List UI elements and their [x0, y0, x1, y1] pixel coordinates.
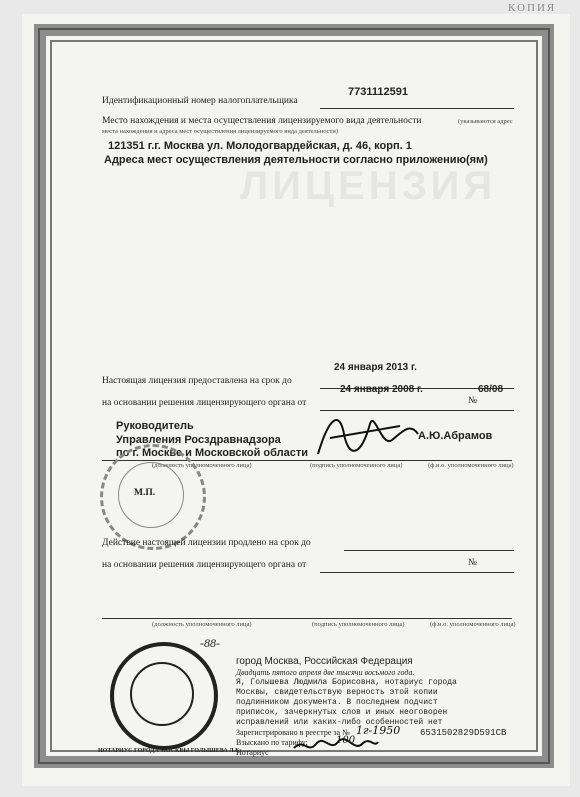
registry-label: Зарегистрировано в реестре за №	[236, 728, 350, 737]
notary-text-4: приписок, зачеркнутых слов и иных неоговорен	[236, 708, 448, 717]
notary-date-line: Двадцать пятого апреля две тысячи восьмого года.	[236, 668, 415, 677]
fee-value: 100	[336, 735, 356, 746]
extension-signatory-line	[102, 618, 512, 619]
caption-position: (должность уполномоченного лица)	[152, 462, 252, 469]
signature-icon	[300, 404, 430, 466]
extension-decision-label: на основании решения лицензирующего органа от	[102, 560, 307, 570]
location-hint-1: (указываются адрес	[458, 118, 513, 125]
tax-id-line	[320, 108, 514, 109]
caption-signature: (подпись уполномоченного лица)	[310, 462, 403, 469]
tax-id-value: 7731112591	[348, 86, 408, 98]
notary-stamp-text: НОТАРИУС ГОРОДА МОСКВЫ ГОЛЫШЕВА Л.Б.	[98, 748, 241, 754]
fee-label: Взыскано по тарифу:	[236, 738, 308, 747]
address-line: 121351 г.г. Москва ул. Молодогвардейская, д. 46, корп. 1	[108, 140, 412, 152]
extension-caption-name: (ф.и.о. уполномоченного лица)	[430, 621, 516, 628]
notary-city-line: город Москва, Российская Федерация	[236, 656, 413, 667]
notary-stamp-center	[130, 662, 194, 726]
notary-label: Нотариус	[236, 748, 269, 757]
notary-page-mark: -88-	[200, 636, 220, 650]
location-hint-2: места нахождения и адреса мест осуществления лицензируемого вида деятельности)	[102, 128, 338, 135]
notary-serial: 6531502829D591CB	[420, 728, 507, 738]
signatory-position-3: по г. Москве и Московской области	[116, 447, 309, 459]
caption-name: (ф.и.о. уполномоченного лица)	[428, 462, 514, 469]
signatory-position-1: Руководитель	[116, 420, 194, 432]
notary-text-1: Я, Голышева Людмила Борисовна, нотариус города	[236, 678, 457, 687]
tax-id-label: Идентификационный номер налогоплательщика	[102, 96, 298, 106]
extension-caption-signature: (подпись уполномоченного лица)	[312, 621, 405, 628]
registry-value: 1г-1950	[356, 724, 401, 737]
license-expiry-value: 24 января 2013 г.	[334, 362, 417, 373]
extension-term-line	[344, 550, 514, 551]
extension-number-sign: №	[468, 558, 478, 568]
signatory-name: А.Ю.Абрамов	[418, 430, 493, 442]
location-label: Место нахождения и места осуществления лицензируемого вида деятельности	[102, 116, 422, 126]
notary-text-5: исправлений или каких-либо особенностей нет	[236, 718, 443, 727]
decision-number: 68/08	[478, 384, 504, 395]
notary-signature-icon	[290, 734, 380, 756]
background-ghost-title: ЛИЦЕНЗИЯ	[240, 164, 497, 208]
address-note: Адреса мест осуществления деятельности согласно приложению(ям)	[104, 154, 488, 166]
seal-label: М.П.	[134, 488, 156, 498]
extension-caption-position: (должность уполномоченного лица)	[152, 621, 252, 628]
extension-term-label: Действие настоящей лицензии продлено на срок до	[102, 538, 311, 548]
decision-label: на основании решения лицензирующего органа от	[102, 398, 307, 408]
signatory-position-2: Управления Росздравнадзора	[116, 434, 281, 446]
extension-decision-line	[320, 572, 514, 573]
decision-number-sign: №	[468, 396, 478, 406]
corner-copy-label: КОПИЯ	[508, 2, 557, 14]
decision-date: 24 января 2008 г.	[340, 384, 423, 395]
notary-text-2: Москвы, свидетельствую верность этой копии	[236, 688, 438, 697]
notary-text-3: подлинником документа. В последнем подчист	[236, 698, 438, 707]
license-term-label: Настоящая лицензия предоставлена на срок до	[102, 376, 292, 386]
